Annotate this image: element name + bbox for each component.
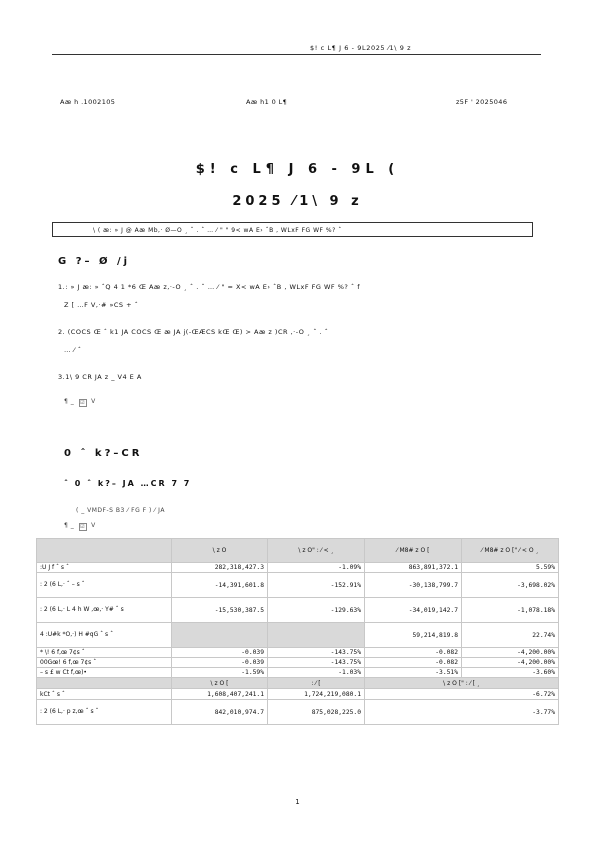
notice-item-3: 3.1\ 9 CR JA z _ V4 E A bbox=[58, 373, 142, 381]
table-cell: -0.082 bbox=[365, 658, 462, 668]
table-cell: -3.60% bbox=[462, 668, 559, 678]
subsection-heading-financial-data: ˆ 0 ˆ k?– JA …CR 7 7 bbox=[64, 479, 192, 488]
table-cell bbox=[172, 623, 268, 648]
checkbox-suffix: V bbox=[91, 398, 96, 405]
table-header: \ z O [ bbox=[172, 678, 268, 689]
table-cell: -3.51% bbox=[365, 668, 462, 678]
table-cell bbox=[268, 623, 365, 648]
stock-abbreviation: Aæ h1 0 L¶ bbox=[246, 98, 288, 106]
table-cell: -143.75% bbox=[268, 658, 365, 668]
section-heading-important-notice: G ?– Ø /j bbox=[58, 256, 131, 267]
table-cell: 282,318,427.3 bbox=[172, 563, 268, 573]
table-cell: -1.09% bbox=[268, 563, 365, 573]
restatement-checkbox-line bbox=[64, 522, 96, 531]
table-header-row bbox=[37, 678, 559, 689]
table-cell: 875,028,225.0 bbox=[268, 700, 365, 725]
table-cell: 863,891,372.1 bbox=[365, 563, 462, 573]
table-cell: -0.039 bbox=[172, 658, 268, 668]
checkbox-label: ¶ _ bbox=[64, 398, 75, 405]
table-cell: -0.039 bbox=[172, 648, 268, 658]
table-header-blank bbox=[37, 539, 172, 563]
table-cell: -30,138,799.7 bbox=[365, 573, 462, 598]
table-header: \ z O [" : ⁄ [ ¸ bbox=[365, 678, 559, 689]
header-rule bbox=[52, 54, 541, 55]
table-header: \ z O" : ⁄ < ¸ bbox=[268, 539, 365, 563]
table-cell: -3,698.02% bbox=[462, 573, 559, 598]
row-label: : 2 (6 L,· ˆ – s ˆ bbox=[37, 573, 172, 598]
table-cell: 1,608,407,241.1 bbox=[172, 689, 268, 700]
table-row bbox=[37, 623, 559, 648]
table-row bbox=[37, 648, 559, 658]
key-financial-data-table bbox=[36, 538, 559, 725]
disclaimer-box: \ ( æ: » J @ Aæ Mb,· Ø—O ¸ ˆ . ˆ … ⁄ " " 9< wA E› ˆB , WLxF FG WF %? ˆ bbox=[52, 222, 533, 237]
table-row bbox=[37, 689, 559, 700]
table-cell: 59,214,819.8 bbox=[365, 623, 462, 648]
table-row bbox=[37, 573, 559, 598]
table-cell: -14,391,601.8 bbox=[172, 573, 268, 598]
document-title: $! c L¶ J 6 - 9L ( bbox=[195, 162, 400, 177]
checkbox-label: ¶ _ bbox=[64, 522, 75, 529]
table-cell: -1,078.18% bbox=[462, 598, 559, 623]
table-cell: -143.75% bbox=[268, 648, 365, 658]
table-row bbox=[37, 563, 559, 573]
table-header: ⁄ M8# z O [" ⁄ < O ¸ bbox=[462, 539, 559, 563]
table-header: \ z O bbox=[172, 539, 268, 563]
stock-code: Aæ h .1002105 bbox=[60, 98, 116, 106]
audit-checkbox-line bbox=[64, 398, 96, 407]
table-cell: -4,200.00% bbox=[462, 648, 559, 658]
table-row bbox=[37, 700, 559, 725]
section-heading-financial-data: 0 ˆ k?–CR bbox=[64, 448, 143, 459]
table-cell: -15,530,387.5 bbox=[172, 598, 268, 623]
table-cell: -152.91% bbox=[268, 573, 365, 598]
row-label: :U J f ˆ s ˆ bbox=[37, 563, 172, 573]
document-subtitle: 2025 ⁄1\ 9 z bbox=[232, 194, 363, 209]
table-cell: -129.63% bbox=[268, 598, 365, 623]
table-header-row bbox=[37, 539, 559, 563]
table-cell: -0.082 bbox=[365, 648, 462, 658]
table-cell: 5.59% bbox=[462, 563, 559, 573]
table-cell: -1.59% bbox=[172, 668, 268, 678]
table-row bbox=[37, 668, 559, 678]
checkbox-suffix: V bbox=[91, 522, 96, 529]
notice-item-2-cont: … ⁄ ˆ bbox=[64, 346, 82, 354]
page-number: 1 bbox=[295, 798, 300, 806]
notice-item-2: 2. (COCS Œ ˆ k1 JA COCS Œ æ JA j(-ŒÆCS kŒ Œ) > Aæ z )CR ,·-O ¸ ˆ . ˆ bbox=[58, 328, 329, 336]
table-row bbox=[37, 658, 559, 668]
row-label: – s £ w Ct f,œ)• bbox=[37, 668, 172, 678]
announcement-number: z5F ' 2025046 bbox=[456, 98, 508, 106]
table-cell: -34,019,142.7 bbox=[365, 598, 462, 623]
table-header: : ⁄ [ bbox=[268, 678, 365, 689]
row-label: : 2 (6 L,· L 4 h W ,œ,· Y# ˆ s bbox=[37, 598, 172, 623]
table-cell: 22.74% bbox=[462, 623, 559, 648]
checkbox-icon: ☑ bbox=[80, 400, 86, 406]
row-label: kCt ˆ s ˆ bbox=[37, 689, 172, 700]
notice-item-1: 1.: » J æ: » ˆQ 4 1 *6 Œ Aæ z,·-O ¸ ˆ . ˆ … ⁄ " = X< wA E› ˆB , WLxF FG WF %? ˆ f bbox=[58, 283, 361, 291]
table-cell: -6.72% bbox=[365, 689, 559, 700]
table-header: ⁄ M8# z O [ bbox=[365, 539, 462, 563]
table-header-blank bbox=[37, 678, 172, 689]
checkbox-icon: ☑ bbox=[80, 524, 86, 530]
table-cell: -4,200.00% bbox=[462, 658, 559, 668]
row-label: 4 :U#k *O,·) H #qG ˆ s ˆ bbox=[37, 623, 172, 648]
table-row bbox=[37, 598, 559, 623]
table-cell: -1.03% bbox=[268, 668, 365, 678]
notice-item-1-cont: Z [ …F V,·# »CS + ˆ bbox=[64, 301, 139, 309]
row-label: 00Gœ! 6 f,œ 7¢s ˆ bbox=[37, 658, 172, 668]
table-cell: 1,724,219,080.1 bbox=[268, 689, 365, 700]
running-header: $! c L¶ J 6 - 9L2025 ⁄1\ 9 z bbox=[310, 44, 412, 52]
table-cell: -3.77% bbox=[365, 700, 559, 725]
restatement-note: ( _ VMDF-S B3 ⁄ FG F ) ⁄ JA bbox=[76, 507, 165, 514]
table-cell: 842,010,974.7 bbox=[172, 700, 268, 725]
row-label: * \! 6 f,œ 7¢s ˆ bbox=[37, 648, 172, 658]
row-label: : 2 (6 L,· p z,œ ˆ s ˆ bbox=[37, 700, 172, 725]
